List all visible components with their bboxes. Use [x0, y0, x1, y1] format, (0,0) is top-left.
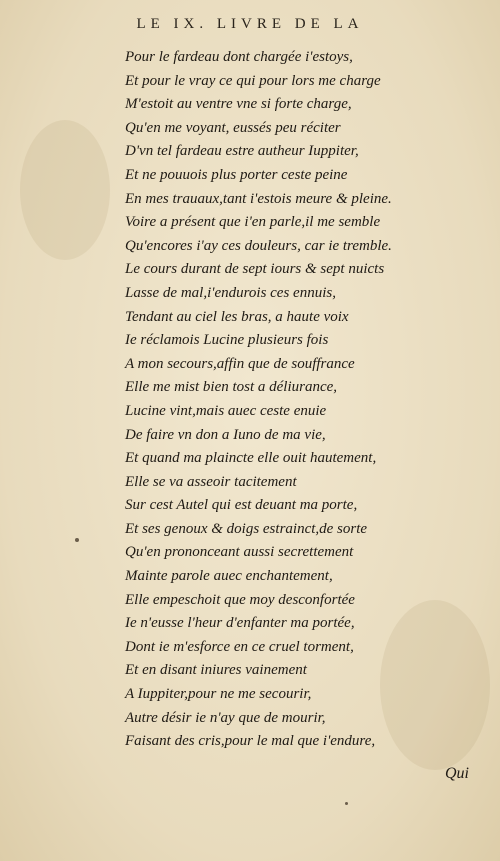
verse-line: Ie réclamois Lucine plusieurs fois — [125, 332, 329, 349]
verse-line: Lucine vint,mais auec ceste enuie — [125, 402, 327, 419]
verse-line: Autre désir ie n'ay que de mourir, — [125, 709, 326, 726]
verse-block — [125, 46, 485, 754]
margin-mark — [75, 538, 79, 542]
verse-line: Mainte parole auec enchantement, — [125, 568, 333, 585]
paper-stain — [20, 120, 110, 260]
verse-line: Et quand ma plaincte elle ouit hautement, — [125, 450, 377, 467]
verse-line: Et en disant iniures vainement — [125, 662, 307, 679]
verse-line: M'estoit au ventre vne si forte charge, — [125, 96, 352, 113]
verse-line: Le cours durant de sept iours & sept nuicts — [125, 261, 385, 278]
verse-line: De faire vn don a Iuno de ma vie, — [125, 426, 326, 443]
verse-line: Faisant des cris,pour le mal que i'endure, — [125, 733, 376, 750]
running-head: LE IX. LIVRE DE LA — [136, 16, 364, 32]
verse-line: Elle empeschoit que moy desconfortée — [125, 591, 355, 608]
catchword: Qui — [445, 765, 469, 782]
verse-line: Voire a présent que i'en parle,il me semble — [125, 214, 381, 231]
verse-line: Tendant au ciel les bras, a haute voix — [125, 308, 349, 325]
verse-line: Elle me mist bien tost a déliurance, — [125, 379, 338, 396]
verse-line: Ie n'eusse l'heur d'enfanter ma portée, — [125, 615, 355, 632]
verse-line: Et pour le vray ce qui pour lors me charge — [125, 72, 381, 89]
verse-line: En mes trauaux,tant i'estois meure & pleine. — [125, 190, 392, 207]
verse-line: Et ses genoux & doigs estrainct,de sorte — [125, 520, 368, 537]
verse-line: Qu'en me voyant, eussés peu réciter — [125, 119, 341, 136]
verse-line: Lasse de mal,i'endurois ces ennuis, — [125, 284, 336, 301]
verse-line: Sur cest Autel qui est deuant ma porte, — [125, 497, 358, 514]
verse-line: A mon secours,affin que de souffrance — [125, 355, 355, 372]
verse-line: A Iuppiter,pour ne me secourir, — [125, 686, 312, 703]
verse-line: Dont ie m'esforce en ce cruel torment, — [125, 638, 354, 655]
verse-line: D'vn tel fardeau estre autheur Iuppiter, — [125, 143, 359, 160]
verse-line: Elle se va asseoir tacitement — [125, 473, 297, 490]
verse-line: Pour le fardeau dont chargée i'estoys, — [125, 49, 353, 65]
verse-line: Qu'encores i'ay ces douleurs, car ie tremble. — [125, 237, 392, 254]
verse-line: Qu'en prononceant aussi secrettement — [125, 544, 354, 561]
verse-line: Et ne pouuois plus porter ceste peine — [125, 166, 348, 183]
margin-mark — [345, 802, 348, 805]
